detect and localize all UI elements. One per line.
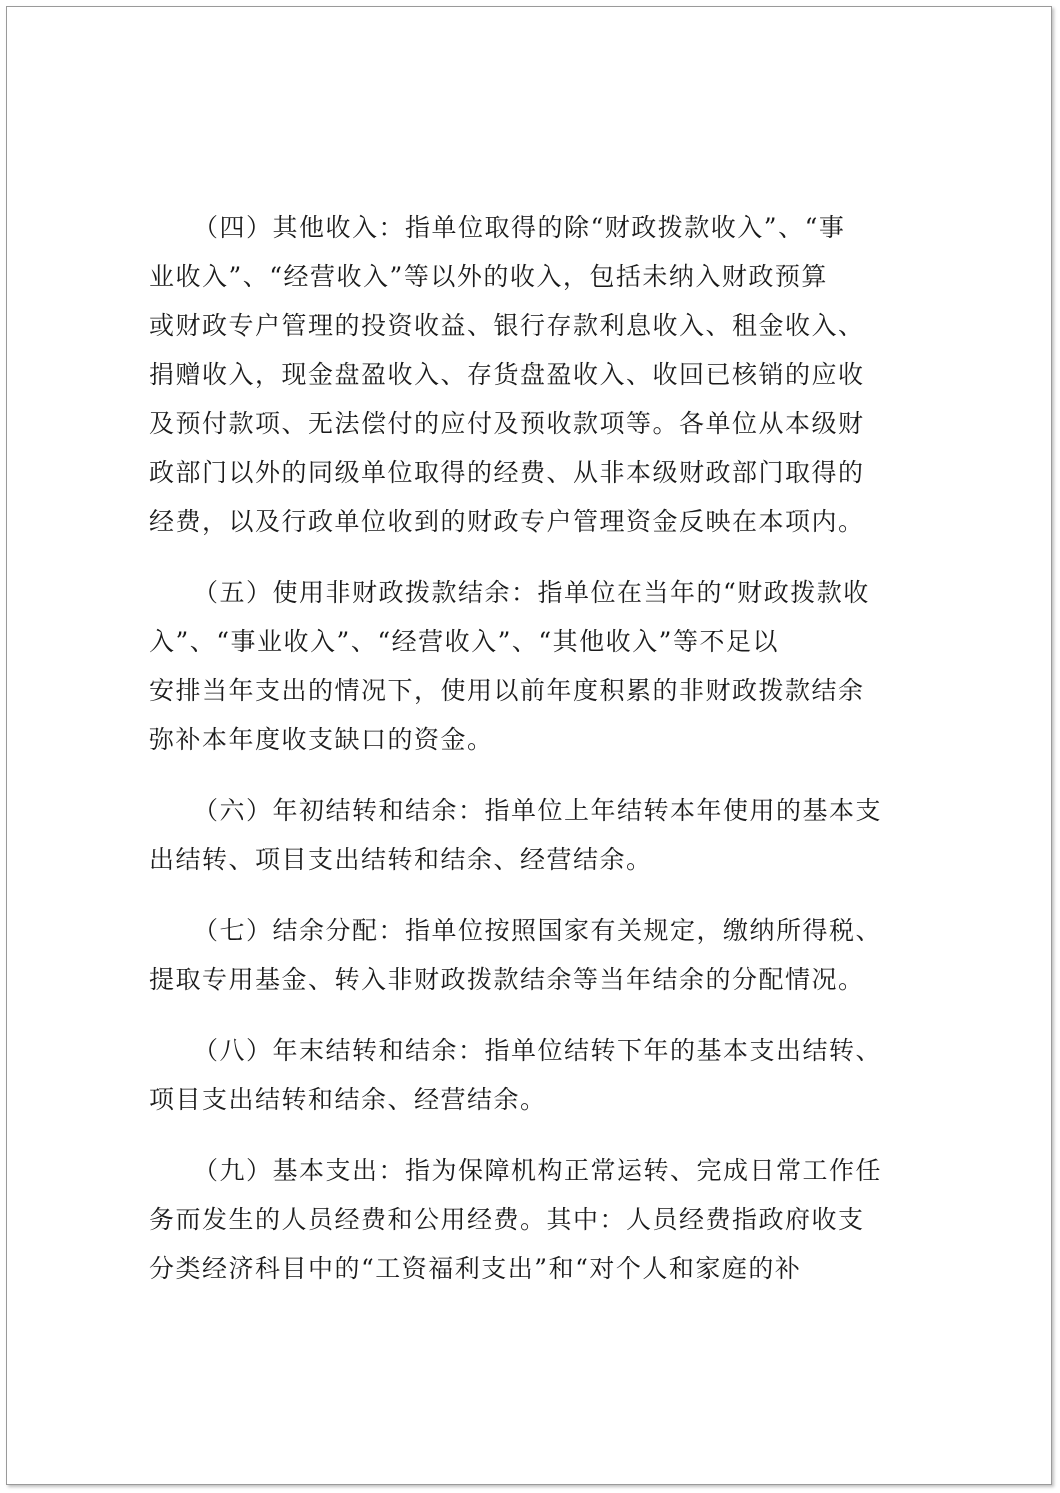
text-line: （九）基本支出：指为保障机构正常运转、完成日常工作任 [193,1156,883,1185]
text-line: （四）其他收入：指单位取得的除“财政拨款收入”、“事 [193,213,846,242]
paragraph-surplus-distribution [149,906,919,1004]
text-line: （六）年初结转和结余：指单位上年结转本年使用的基本支 [193,796,883,825]
text-line: （七）结余分配：指单位按照国家有关规定，缴纳所得税、 [193,916,883,945]
text-line: 或财政专户管理的投资收益、银行存款利息收入、租金收入、 [149,311,865,340]
text-line: 安排当年支出的情况下，使用以前年度积累的非财政拨款结余 [149,676,865,705]
text-line: 政部门以外的同级单位取得的经费、从非本级财政部门取得的 [149,458,865,487]
text-line: 经费，以及行政单位收到的财政专户管理资金反映在本项内。 [149,507,865,536]
text-line: 提取专用基金、转入非财政拨款结余等当年结余的分配情况。 [149,965,865,994]
document-body [149,203,919,1293]
text-line: 业收入”、“经营收入”等以外的收入，包括未纳入财政预算 [149,262,828,291]
text-line: 分类经济科目中的“工资福利支出”和“对个人和家庭的补 [149,1254,802,1283]
text-line: 出结转、项目支出结转和结余、经营结余。 [149,845,653,874]
document-page [6,6,1052,1485]
paragraph-non-fiscal-surplus-use [149,568,919,764]
paragraph-other-income [149,203,919,546]
paragraph-basic-expenditure [149,1146,919,1293]
text-line: 项目支出结转和结余、经营结余。 [149,1085,547,1114]
text-line: （八）年末结转和结余：指单位结转下年的基本支出结转、 [193,1036,883,1065]
text-line: 弥补本年度收支缺口的资金。 [149,725,494,754]
paragraph-beginning-carryover [149,786,919,884]
text-line: 入”、“事业收入”、“经营收入”、“其他收入”等不足以 [149,627,779,656]
text-line: （五）使用非财政拨款结余：指单位在当年的“财政拨款收 [193,578,870,607]
paragraph-year-end-carryover [149,1026,919,1124]
text-line: 捐赠收入，现金盘盈收入、存货盘盈收入、收回已核销的应收 [149,360,865,389]
text-line: 务而发生的人员经费和公用经费。其中：人员经费指政府收支 [149,1205,865,1234]
text-line: 及预付款项、无法偿付的应付及预收款项等。各单位从本级财 [149,409,865,438]
